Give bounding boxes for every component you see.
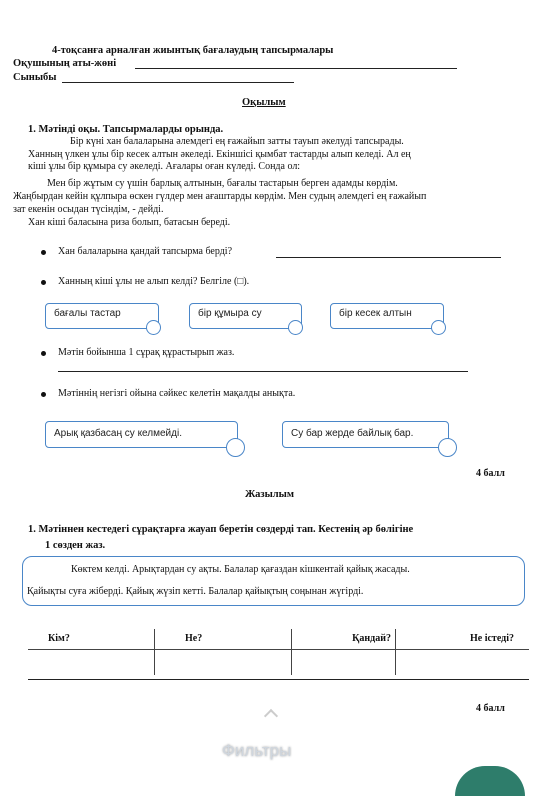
writing-text-box	[22, 556, 525, 606]
option-piece-of-gold	[330, 303, 444, 329]
text-line: Хан кіші баласына риза болып, батасын береді.	[28, 217, 231, 228]
checkbox-proverb-1[interactable]	[226, 438, 245, 457]
writing-score: 4 балл	[476, 703, 505, 714]
text-line: кіші ұлы бір құмыра су әкеледі. Ағалары оған күледі. Сонда ол:	[28, 161, 301, 172]
answer-line-3[interactable]	[58, 371, 468, 372]
writing-section-title: Жазылым	[245, 489, 295, 500]
option-jug-of-water	[189, 303, 302, 329]
text-line: Мен бір жұтым су үшін барлық алтынын, бағалы тастарын берген адамды көрдім.	[47, 178, 398, 189]
bullet	[41, 280, 46, 285]
option-valuable-stones	[45, 303, 159, 329]
class-line	[62, 82, 294, 83]
option-label: бір құмыра су	[198, 308, 262, 319]
table-cell-what[interactable]	[155, 649, 292, 675]
student-name-label: Оқушының аты-жөні	[13, 58, 117, 69]
question-2: Ханның кіші ұлы не алып келді? Белгіле (□).	[58, 276, 250, 287]
option-label: Арық қазбасаң су келмейді.	[54, 428, 182, 439]
proverb-option-2	[282, 421, 449, 448]
text-line: Жаңбырдан кейін құлпыра өскен гүлдер мен ағаштарды көрдім. Мен судың әлемдегі ең ғажайып	[13, 191, 427, 202]
reading-section-title: Оқылым	[242, 97, 286, 108]
option-label: бағалы тастар	[54, 308, 121, 319]
table-cell-did[interactable]	[396, 649, 530, 675]
table-header-what: Не?	[155, 629, 292, 649]
class-label: Сыныбы	[13, 72, 57, 83]
question-3: Мәтін бойынша 1 сұрақ құрастырып жаз.	[58, 347, 235, 358]
text-line: Бір күні хан балаларына әлемдегі ең ғажайып затты тауып әкелуді тапсырады.	[70, 136, 404, 147]
student-name-line	[135, 68, 457, 69]
option-label: бір кесек алтын	[339, 308, 412, 319]
answer-table	[28, 629, 529, 675]
question-4: Мәтіннің негізгі ойына сәйкес келетін мақалды анықта.	[58, 388, 296, 399]
worksheet-title: 4-тоқсанға арналған жиынтық бағалаудың тапсырмалары	[52, 45, 334, 56]
reading-task-title: 1. Мәтінді оқы. Тапсырмаларды орында.	[28, 124, 224, 135]
text-line: Ханның үлкен ұлы бір кесек алтын әкеледі. Екіншісі қымбат тастарды алып келеді. Ал ең	[28, 149, 411, 160]
bullet	[41, 351, 46, 356]
table-cell-who[interactable]	[28, 649, 155, 675]
reading-score: 4 балл	[476, 468, 505, 479]
chevron-up-icon[interactable]	[264, 709, 278, 723]
proverb-option-1	[45, 421, 238, 448]
option-label: Су бар жерде байлық бар.	[291, 428, 414, 439]
writing-task-line1: 1. Мәтіннен кестедегі сұрақтарға жауап беретін сөздерді тап. Кестенің әр бөлігіне	[28, 524, 414, 535]
checkbox-piece-of-gold[interactable]	[431, 320, 446, 335]
table-bottom-border	[28, 679, 529, 680]
writing-task-line2: 1 сөзден жаз.	[45, 540, 106, 551]
writing-text-line: Көктем келді. Арықтардан су ақты. Балалар қағаздан кішкентай қайық жасады.	[71, 564, 410, 575]
bullet	[41, 392, 46, 397]
answer-line-1[interactable]	[276, 257, 501, 258]
text-line: зат екенін осыдан түсіндім, - дейді.	[13, 204, 164, 215]
table-header-which: Қандай?	[292, 629, 396, 649]
fab-button[interactable]	[455, 766, 525, 796]
checkbox-valuable-stones[interactable]	[146, 320, 161, 335]
table-cell-which[interactable]	[292, 649, 396, 675]
checkbox-proverb-2[interactable]	[438, 438, 457, 457]
checkbox-jug-of-water[interactable]	[288, 320, 303, 335]
table-header-did: Не істеді?	[396, 629, 530, 649]
bullet	[41, 250, 46, 255]
writing-text-line: Қайықты суға жіберді. Қайық жүзіп кетті. Балалар қайықтың соңынан жүгірді.	[27, 586, 364, 597]
filters-button[interactable]: Фильтры	[222, 741, 292, 760]
table-header-who: Кім?	[28, 629, 155, 649]
question-1: Хан балаларына қандай тапсырма берді?	[58, 246, 233, 257]
